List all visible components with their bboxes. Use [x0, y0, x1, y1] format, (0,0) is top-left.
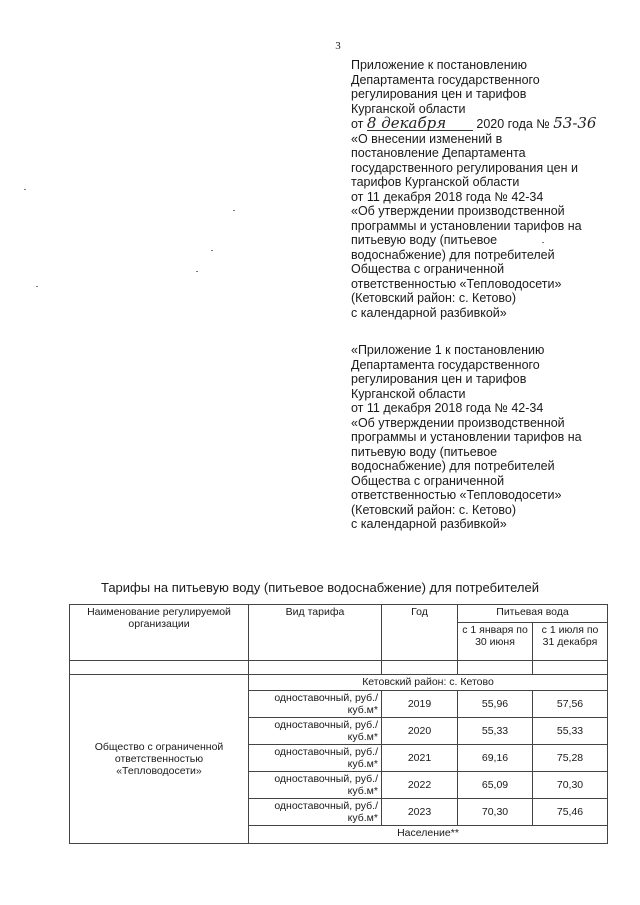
appendix1-line: ответственностью «Тепловодосети» [351, 488, 562, 502]
handwritten-number: 53-36 [553, 114, 597, 132]
period2-value: 75,28 [533, 745, 608, 772]
year-cell: 2020 [382, 718, 458, 745]
year-cell: 2022 [382, 772, 458, 799]
period1-value: 65,09 [458, 772, 533, 799]
appendix-line: Департамента государственного [351, 72, 540, 87]
header-org: Наименование регулируемой организации [70, 605, 249, 661]
header-period-1: с 1 января по 30 июня [458, 623, 533, 661]
org-name-cell: Общество с ограниченной ответственностью «Тепловодосети» [70, 675, 249, 844]
appendix1-line: регулирования цен и тарифов [351, 372, 527, 386]
header-year: Год [382, 605, 458, 661]
page-number: 3 [335, 40, 341, 52]
appendix-title-line: «Об утверждении производственной [351, 204, 565, 218]
period1-value: 55,96 [458, 691, 533, 718]
handwritten-date: 8 декабря [367, 116, 473, 131]
decree-date-line [351, 116, 621, 132]
tariff-table [69, 604, 608, 844]
period2-value: 70,30 [533, 772, 608, 799]
table-header-row [70, 605, 608, 623]
period1-value: 70,30 [458, 799, 533, 826]
appendix1-line: «Об утверждении производственной [351, 415, 565, 430]
spacer-cell [382, 661, 458, 675]
appendix1-line: (Кетовский район: с. Кетово) [351, 502, 517, 517]
appendix1-line: питьевую воду (питьевое [351, 444, 498, 459]
appendix-title-line: (Кетовский район: с. Кетово) [351, 291, 517, 305]
period2-value: 55,33 [533, 718, 608, 745]
date-prefix: от [351, 117, 364, 131]
scan-speck [24, 189, 26, 190]
header-tariff-type: Вид тарифа [249, 605, 382, 661]
appendix1-header [351, 343, 621, 532]
appendix-title-line: постановление Департамента [351, 146, 526, 160]
appendix1-line: водоснабжение) для потребителей [351, 459, 555, 473]
appendix-header [351, 58, 621, 320]
tariff-type-cell: одноставочный, руб./куб.м* [249, 745, 382, 772]
appendix-title-line: питьевую воду (питьевое [351, 233, 498, 247]
appendix-title-line: программы и установлении тарифов на [351, 218, 582, 233]
population-cell: Население** [249, 826, 608, 844]
spacer-cell [458, 661, 533, 675]
appendix-title-line: государственного регулирования цен и [351, 160, 578, 175]
period2-value: 75,46 [533, 799, 608, 826]
period2-value: 57,56 [533, 691, 608, 718]
appendix-line: регулирования цен и тарифов [351, 87, 527, 101]
period1-value: 55,33 [458, 718, 533, 745]
appendix1-line: «Приложение 1 к постановлению [351, 343, 545, 357]
year-cell: 2019 [382, 691, 458, 718]
tariff-type-cell: одноставочный, руб./куб.м* [249, 718, 382, 745]
appendix1-line: Департамента государственного [351, 357, 540, 372]
tariff-type-cell: одноставочный, руб./куб.м* [249, 772, 382, 799]
spacer-cell [70, 661, 249, 675]
scan-speck [211, 250, 213, 251]
appendix-title-line: тарифов Курганской области [351, 175, 520, 189]
scan-speck [36, 286, 38, 287]
appendix-title-line: Общества с ограниченной [351, 262, 505, 276]
appendix1-line: с календарной разбивкой» [351, 517, 507, 531]
appendix-title-line: от 11 декабря 2018 года № 42-34 [351, 189, 544, 204]
district-row [70, 675, 608, 691]
scan-speck [542, 242, 544, 243]
appendix-title-line: «О внесении изменений в [351, 131, 503, 146]
year-cell: 2021 [382, 745, 458, 772]
appendix-line: Приложение к постановлению [351, 58, 527, 72]
header-period-2: с 1 июля по 31 декабря [533, 623, 608, 661]
scan-speck [233, 210, 235, 211]
appendix-line: Курганской области [351, 101, 466, 116]
appendix-title-line: с календарной разбивкой» [351, 305, 507, 320]
appendix1-line: Курганской области [351, 386, 466, 401]
year-cell: 2023 [382, 799, 458, 826]
spacer-cell [249, 661, 382, 675]
table-spacer-row [70, 661, 608, 675]
table-title: Тарифы на питьевую воду (питьевое водоснабжение) для потребителей [100, 580, 540, 595]
district-cell: Кетовский район: с. Кетово [249, 675, 608, 691]
period1-value: 69,16 [458, 745, 533, 772]
spacer-cell [533, 661, 608, 675]
appendix-title-line: ответственностью «Тепловодосети» [351, 276, 562, 291]
appendix-title-line: водоснабжение) для потребителей [351, 247, 555, 262]
tariff-type-cell: одноставочный, руб./куб.м* [249, 691, 382, 718]
date-year: 2020 года № [476, 117, 550, 131]
appendix1-line: от 11 декабря 2018 года № 42-34 [351, 401, 544, 415]
scan-speck [196, 271, 198, 272]
appendix1-line: Общества с ограниченной [351, 473, 505, 488]
header-water: Питьевая вода [458, 605, 608, 623]
tariff-type-cell: одноставочный, руб./куб.м* [249, 799, 382, 826]
appendix1-line: программы и установлении тарифов на [351, 430, 582, 444]
